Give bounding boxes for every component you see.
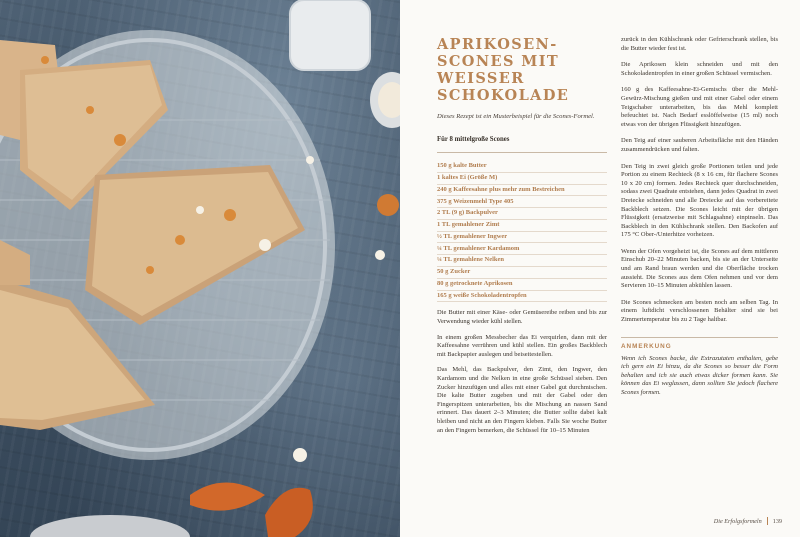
- ingredient-item: 165 g weiße Schokoladentropfen: [437, 291, 607, 303]
- page-number: 139: [772, 517, 782, 525]
- instruction-step: Das Mehl, das Backpulver, den Zimt, den Ingwer, den Kardamom und die Nelken in eine große Schüssel sieben. Den Zucker hinzufügen und alles mit einer Gabel gut durchmischen. Die kalte Butter zugeben und mit der Gabel oder den Fingerspitzen unterarbeiten, bis die Mischung an nassen Sand erinnert. Das dauert 2–3 Minuten; die Butter sollte dabei kalt bleiben und nicht an den Fingern kleben. Falls Sie woche Butter an den Fingern bemerken, die Schüssel für 10–15 Minuten: [437, 366, 607, 434]
- ingredient-item: 1 kaltes Ei (Größe M): [437, 173, 607, 185]
- instruction-step: 160 g des Kaffeesahne-Ei-Gemischs über die Mehl-Gewürz-Mischung gießen und mit einer Gabel oder einem Teigschaber unterarbeiten, bis das Mehl komplett befeuchtet ist. Nach Bedarf esslöffelweise (15 ml) noch etwas von der übrigen Flüssigkeit hinzufügen.: [621, 86, 778, 128]
- divider: [437, 152, 607, 153]
- ingredient-item: 50 g Zucker: [437, 267, 607, 279]
- ingredient-item: 240 g Kaffeesahne plus mehr zum Bestreichen: [437, 185, 607, 197]
- recipe-intro: Dieses Rezept ist ein Musterbeispiel für die Scones-Formel.: [437, 113, 595, 120]
- ingredient-item: ½ TL gemahlener Ingwer: [437, 232, 607, 244]
- recipe-page: [400, 0, 800, 537]
- note-box: [621, 337, 778, 398]
- ingredient-item: 1 TL gemahlener Zimt: [437, 220, 607, 232]
- note-heading: ANMERKUNG: [621, 337, 778, 350]
- ingredient-item: ¼ TL gemahlener Kardamom: [437, 243, 607, 255]
- recipe-right-column: [621, 36, 778, 537]
- servings-label: Für 8 mittelgroße Scones: [437, 136, 510, 143]
- footer-separator: [767, 517, 768, 525]
- ingredient-item: 80 g getrocknete Aprikosen: [437, 279, 607, 291]
- page-footer: [714, 517, 782, 525]
- note-text: Wenn ich Scones backe, die Extrazutaten enthalten, gebe ich gern ein Ei hinzu, da die Scones so besser die Form behalten und ich sie auch etwas dicker formen kann. Sie können das Ei weglassen, dann sollten Sie jedoch flachere Scones formen.: [621, 354, 778, 396]
- instruction-step: Die Aprikosen klein schneiden und mit den Schokoladentropfen in einer großen Schüssel vermischen.: [621, 61, 778, 77]
- ingredient-list: [437, 161, 607, 302]
- ingredient-item: 150 g kalte Butter: [437, 161, 607, 173]
- instruction-step: zurück in den Kühlschrank oder Gefrierschrank stellen, bis die Butter wieder fest ist.: [621, 36, 778, 52]
- title-line: APRIKOSEN-: [437, 36, 558, 53]
- instruction-step: Wenn der Ofen vorgeheizt ist, die Scones auf dem mittleren Einschub 20–22 Minuten backen, bis sie an der Unterseite und am Rand braun werden und die Oberfläche trocken aussieht. Die Scones aus dem Ofen nehmen und vor dem Servieren 10–15 Minuten abkühlen lassen.: [621, 247, 778, 290]
- recipe-title: [437, 36, 607, 104]
- instruction-step: Den Teig in zwei gleich große Portionen teilen und jede Portion zu einem Rechteck (8 x 16 cm, für flachere Scones 10 x 20 cm) formen. Jedes Rechteck quer durchschneiden, sodass zwei Quadrate entstehen, dann jedes Quadrat in zwei Dreiecke schneiden und alle Dreiecke auf das vorbereitete Backblech setzen. Die Scones leicht mit der übrigen Flüssigkeit (ersatzweise mit Schlagsahne) einpinseln. Das Backblech in den Kühlschrank stellen. Den Backofen auf 175 °C Ober-/Unterhitze vorheizen.: [621, 162, 778, 239]
- instruction-step: In einem großen Messbecher das Ei verquirlen, dann mit der Kaffeesahne verrühren und kühl stellen. Ein großes Backblech mit Backpapier auslegen und beiseitestellen.: [437, 333, 607, 358]
- ingredient-item: 375 g Weizenmehl Type 405: [437, 196, 607, 208]
- ingredient-item: 2 TL (9 g) Backpulver: [437, 208, 607, 220]
- title-line: WEISSER: [437, 70, 525, 87]
- instruction-step: Den Teig auf einer sauberen Arbeitsfläche mit den Händen zusammendrücken und falten.: [621, 137, 778, 153]
- title-line: SCONES MIT: [437, 53, 560, 70]
- recipe-left-column: [437, 36, 607, 537]
- instruction-step: Die Butter mit einer Käse- oder Gemüsereibe reiben und bis zur Verwendung wieder kühl stellen.: [437, 309, 607, 325]
- footer-section-title: Die Erfolgsformeln: [713, 517, 762, 525]
- instruction-step: Die Scones schmecken am besten noch am selben Tag. In einem luftdicht verschlossenen Behälter sind sie bei Zimmertemperatur bis zu 2 Tage haltbar.: [621, 298, 778, 324]
- title-line: SCHOKOLADE: [437, 87, 570, 104]
- ingredient-item: ¼ TL gemahlene Nelken: [437, 255, 607, 267]
